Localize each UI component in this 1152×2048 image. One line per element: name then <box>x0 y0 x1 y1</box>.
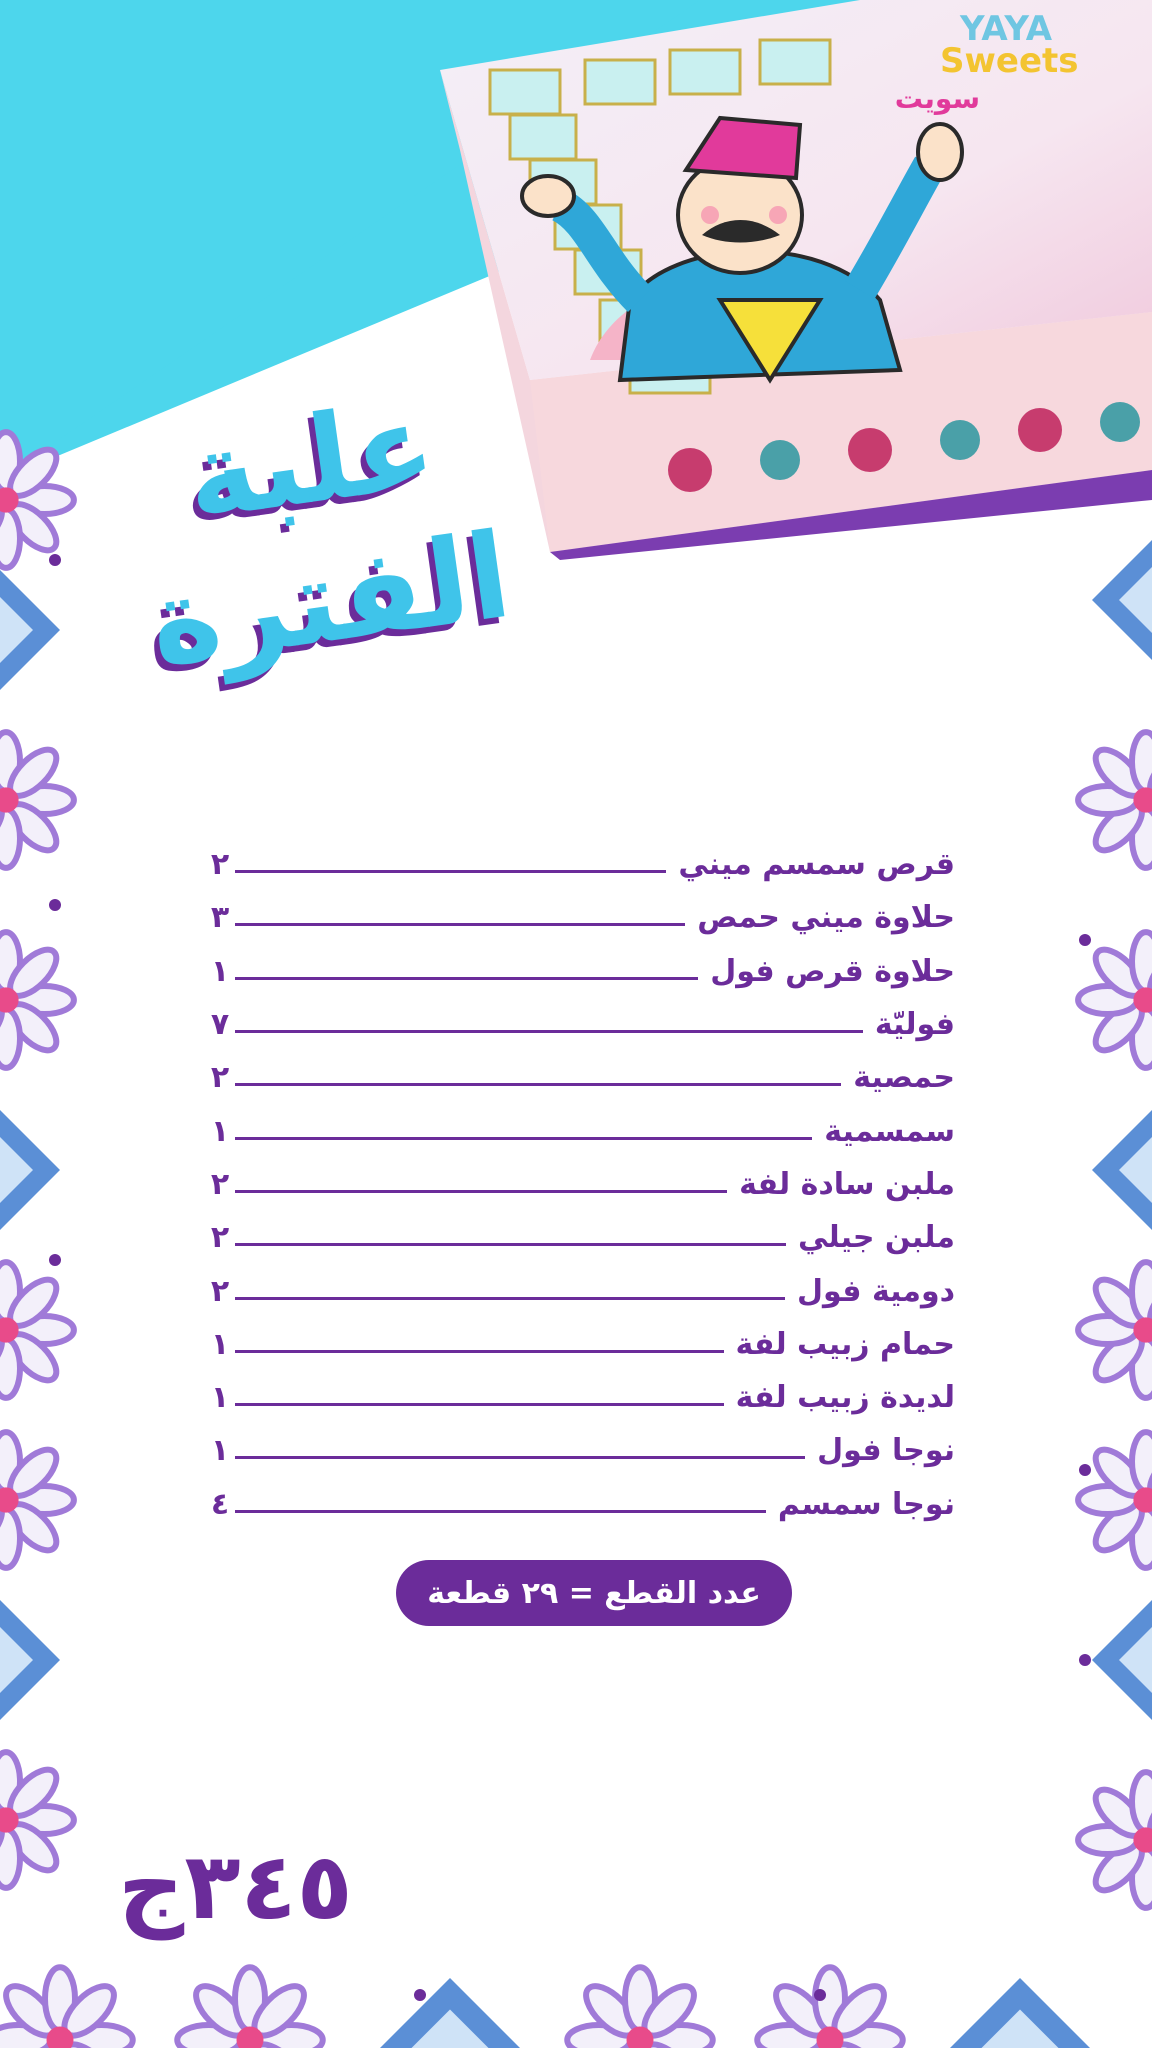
decorative-dot <box>1079 934 1091 946</box>
border-flower <box>0 1432 74 1568</box>
total-pieces-badge: عدد القطع = ٢٩ قطعة <box>396 1560 792 1626</box>
border-flower <box>0 1967 133 2048</box>
dotted-leader-line <box>235 1350 724 1353</box>
item-quantity: ٣ <box>210 900 230 936</box>
border-flower <box>0 1262 74 1398</box>
border-flower <box>0 432 74 568</box>
svg-text:سويت: سويت <box>894 82 980 115</box>
dotted-leader-line <box>235 1403 724 1406</box>
item-name: ملبن سادة لفة <box>739 1166 955 1202</box>
item-quantity: ١ <box>210 1113 230 1149</box>
border-flower <box>1078 932 1152 1068</box>
sweets-box-illustration <box>440 0 1152 560</box>
item-quantity: ٤ <box>210 1486 230 1522</box>
list-item <box>205 998 955 1051</box>
decorative-dot <box>1079 1464 1091 1476</box>
border-flower <box>1078 1262 1152 1398</box>
item-quantity: ٢ <box>210 1060 230 1096</box>
decorative-dot <box>414 1989 426 2001</box>
border-diamond <box>1092 1600 1152 1720</box>
dotted-leader-line <box>235 1137 812 1140</box>
decorative-dot <box>49 1254 61 1266</box>
contents-list <box>205 838 955 1531</box>
item-name: حمصية <box>853 1060 955 1096</box>
item-name: حلاوة قرص فول <box>710 953 955 989</box>
list-item <box>205 838 955 891</box>
list-item <box>205 891 955 944</box>
item-name: سمسمية <box>824 1113 955 1149</box>
border-flower <box>0 932 74 1068</box>
dotted-leader-line <box>235 1510 766 1513</box>
item-quantity: ١ <box>210 953 230 989</box>
border-flower <box>757 1967 903 2048</box>
dotted-leader-line <box>235 1297 785 1300</box>
list-item <box>205 1158 955 1211</box>
dotted-leader-line <box>235 977 698 980</box>
list-item <box>205 1104 955 1157</box>
border-flower <box>1078 1432 1152 1568</box>
list-item <box>205 1371 955 1424</box>
item-quantity: ٢ <box>210 1166 230 1202</box>
item-quantity: ١ <box>210 1326 230 1362</box>
item-quantity: ١ <box>210 1433 230 1469</box>
price-label: ٣٤٥ج <box>118 1833 353 1940</box>
border-flower <box>0 1752 74 1888</box>
border-flower <box>567 1967 713 2048</box>
item-name: حمام زبيب لفة <box>735 1326 955 1362</box>
item-name: دومية فول <box>797 1273 955 1309</box>
border-flower <box>177 1967 323 2048</box>
item-quantity: ٧ <box>210 1007 230 1043</box>
list-item <box>205 1478 955 1531</box>
border-diamond <box>0 570 60 690</box>
decorative-dot <box>814 1989 826 2001</box>
title-line-2: الفترة <box>141 505 519 693</box>
item-quantity: ١ <box>210 1380 230 1416</box>
list-item <box>205 1264 955 1317</box>
item-name: فوليّة <box>874 1007 955 1043</box>
list-item <box>205 945 955 998</box>
dotted-leader-line <box>235 1243 786 1246</box>
item-name: لديدة زبيب لفة <box>735 1380 955 1416</box>
box-title <box>112 365 527 695</box>
list-item <box>205 1424 955 1477</box>
item-quantity: ٢ <box>210 1273 230 1309</box>
svg-text:YAYA: YAYA <box>960 9 1053 49</box>
item-quantity: ٢ <box>210 847 230 883</box>
border-flower <box>0 732 74 868</box>
border-diamond <box>950 1978 1090 2048</box>
item-name: ملبن جيلي <box>798 1220 955 1256</box>
dotted-leader-line <box>235 870 666 873</box>
item-name: نوجا فول <box>817 1433 955 1469</box>
decorative-dot <box>49 899 61 911</box>
item-name: حلاوة ميني حمص <box>697 900 955 936</box>
list-item <box>205 1051 955 1104</box>
dotted-leader-line <box>235 1456 805 1459</box>
border-diamond <box>0 1600 60 1720</box>
svg-text:Sweets: Sweets <box>940 41 1079 81</box>
dotted-leader-line <box>235 923 685 926</box>
decorative-dot <box>49 554 61 566</box>
border-diamond <box>1092 1110 1152 1230</box>
item-quantity: ٢ <box>210 1220 230 1256</box>
border-flower <box>1078 732 1152 868</box>
list-item <box>205 1211 955 1264</box>
border-diamond <box>0 1110 60 1230</box>
dotted-leader-line <box>235 1190 727 1193</box>
border-flower <box>1078 1772 1152 1908</box>
item-name: نوجا سمسم <box>777 1486 955 1522</box>
dotted-leader-line <box>235 1083 841 1086</box>
border-diamond <box>380 1978 520 2048</box>
list-item <box>205 1318 955 1371</box>
dotted-leader-line <box>235 1030 863 1033</box>
item-name: قرص سمسم ميني <box>678 847 955 883</box>
decorative-dot <box>1079 1654 1091 1666</box>
title-line-1: علبة <box>177 375 443 547</box>
